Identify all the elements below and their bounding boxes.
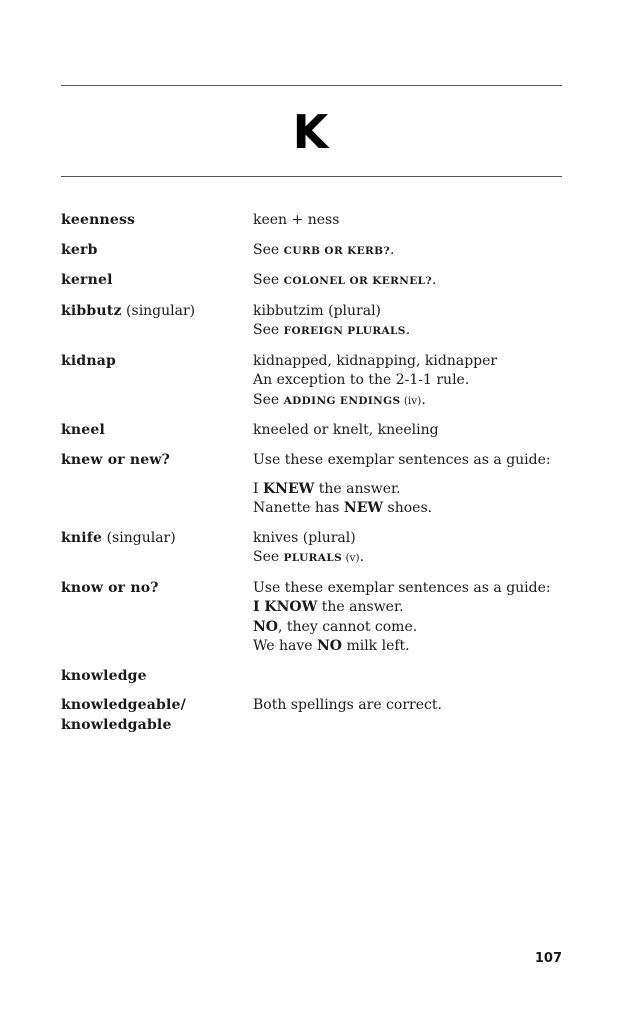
top-rule xyxy=(61,85,562,86)
entry-kernel xyxy=(61,271,562,292)
example-sentence xyxy=(253,618,562,638)
entry-definition xyxy=(253,271,562,292)
example-text: We have xyxy=(253,638,317,654)
subsection-marker: (v) xyxy=(342,552,360,564)
punctuation: . xyxy=(421,391,426,408)
entry-keenness xyxy=(61,211,562,231)
punctuation: . xyxy=(390,241,395,258)
definition-line: Use these exemplar sentences as a guide: xyxy=(253,451,551,468)
section-letter: K xyxy=(292,105,329,159)
entry-list xyxy=(61,211,562,735)
entry-definition xyxy=(253,302,562,342)
entry-definition xyxy=(253,451,562,519)
example-keyword: NO xyxy=(317,638,342,654)
entry-definition xyxy=(253,579,562,657)
see-label: See xyxy=(253,391,280,408)
entry-definition xyxy=(253,529,562,569)
entry-term: know or no? xyxy=(61,579,159,596)
see-label: See xyxy=(253,549,280,565)
example-keyword: KNEW xyxy=(262,480,315,497)
entry-kibbutz xyxy=(61,302,562,342)
entry-term: kidnap xyxy=(61,352,117,369)
entry-definition: kneeled or knelt, kneeling xyxy=(253,422,439,438)
cross-reference: FOREIGN PLURALS xyxy=(283,325,406,337)
example-sentence xyxy=(253,480,562,500)
entry-kneel xyxy=(61,421,562,441)
entry-note: (singular) xyxy=(121,302,196,319)
example-text: , they cannot come. xyxy=(278,618,418,635)
punctuation: . xyxy=(359,549,365,565)
cross-reference: PLURALS xyxy=(283,552,343,564)
see-label: See xyxy=(253,241,280,258)
example-text: Nanette has xyxy=(253,500,344,516)
entry-term: knowledgeable/ xyxy=(61,697,186,713)
cross-reference: COLONEL OR KERNEL? xyxy=(283,275,433,287)
example-keyword: NEW xyxy=(343,500,384,516)
entry-term: knew or new? xyxy=(61,451,171,468)
cross-reference: ADDING ENDINGS xyxy=(283,394,401,407)
entry-term: knowledge xyxy=(61,667,147,684)
entry-knife xyxy=(61,529,562,569)
definition-line: An exception to the 2-1-1 rule. xyxy=(253,372,470,388)
entry-term-alt: knowledgable xyxy=(61,716,172,733)
entry-term: kerb xyxy=(61,241,98,258)
subsection-marker: (iv) xyxy=(400,394,422,407)
entry-term: kneel xyxy=(61,422,106,438)
entry-term: knife xyxy=(61,529,103,546)
entry-kidnap xyxy=(61,352,562,412)
definition-line xyxy=(253,548,562,569)
entry-knew-or-new xyxy=(61,451,562,519)
entry-term: kibbutz xyxy=(61,302,122,319)
example-text: milk left. xyxy=(342,638,410,654)
entry-term: keenness xyxy=(61,212,136,228)
example-text: the answer. xyxy=(317,599,404,615)
entry-definition xyxy=(253,241,562,262)
definition-line: kibbutzim (plural) xyxy=(253,302,382,319)
example-text: shoes. xyxy=(383,500,433,516)
see-label: See xyxy=(253,272,280,288)
definition-line: Use these exemplar sentences as a guide: xyxy=(253,579,551,596)
entry-knowledgeable xyxy=(61,696,562,735)
example-text: the answer. xyxy=(314,480,401,497)
definition-line xyxy=(253,321,562,342)
entry-note: (singular) xyxy=(102,529,176,546)
example-keyword: I KNOW xyxy=(253,599,318,615)
definition-line: kidnapped, kidnapping, kidnapper xyxy=(253,352,498,369)
entry-kerb xyxy=(61,241,562,262)
example-text: I xyxy=(253,480,263,497)
entry-term: kernel xyxy=(61,272,113,288)
definition-line: knives (plural) xyxy=(253,529,356,546)
definition-line xyxy=(253,391,562,412)
bottom-rule xyxy=(61,176,562,177)
cross-reference: CURB OR KERB? xyxy=(283,244,391,257)
entry-knowledge xyxy=(61,667,562,687)
example-sentence xyxy=(253,598,562,618)
punctuation: . xyxy=(432,272,437,288)
page-number: 107 xyxy=(534,951,562,966)
entry-know-or-no xyxy=(61,579,562,657)
example-sentence xyxy=(253,637,562,657)
punctuation: . xyxy=(405,322,411,338)
example-sentence xyxy=(253,499,562,519)
entry-definition: keen + ness xyxy=(253,212,340,228)
entry-definition xyxy=(253,352,562,412)
see-label: See xyxy=(253,322,280,338)
entry-definition: Both spellings are correct. xyxy=(253,697,442,713)
example-keyword: NO xyxy=(253,618,278,635)
